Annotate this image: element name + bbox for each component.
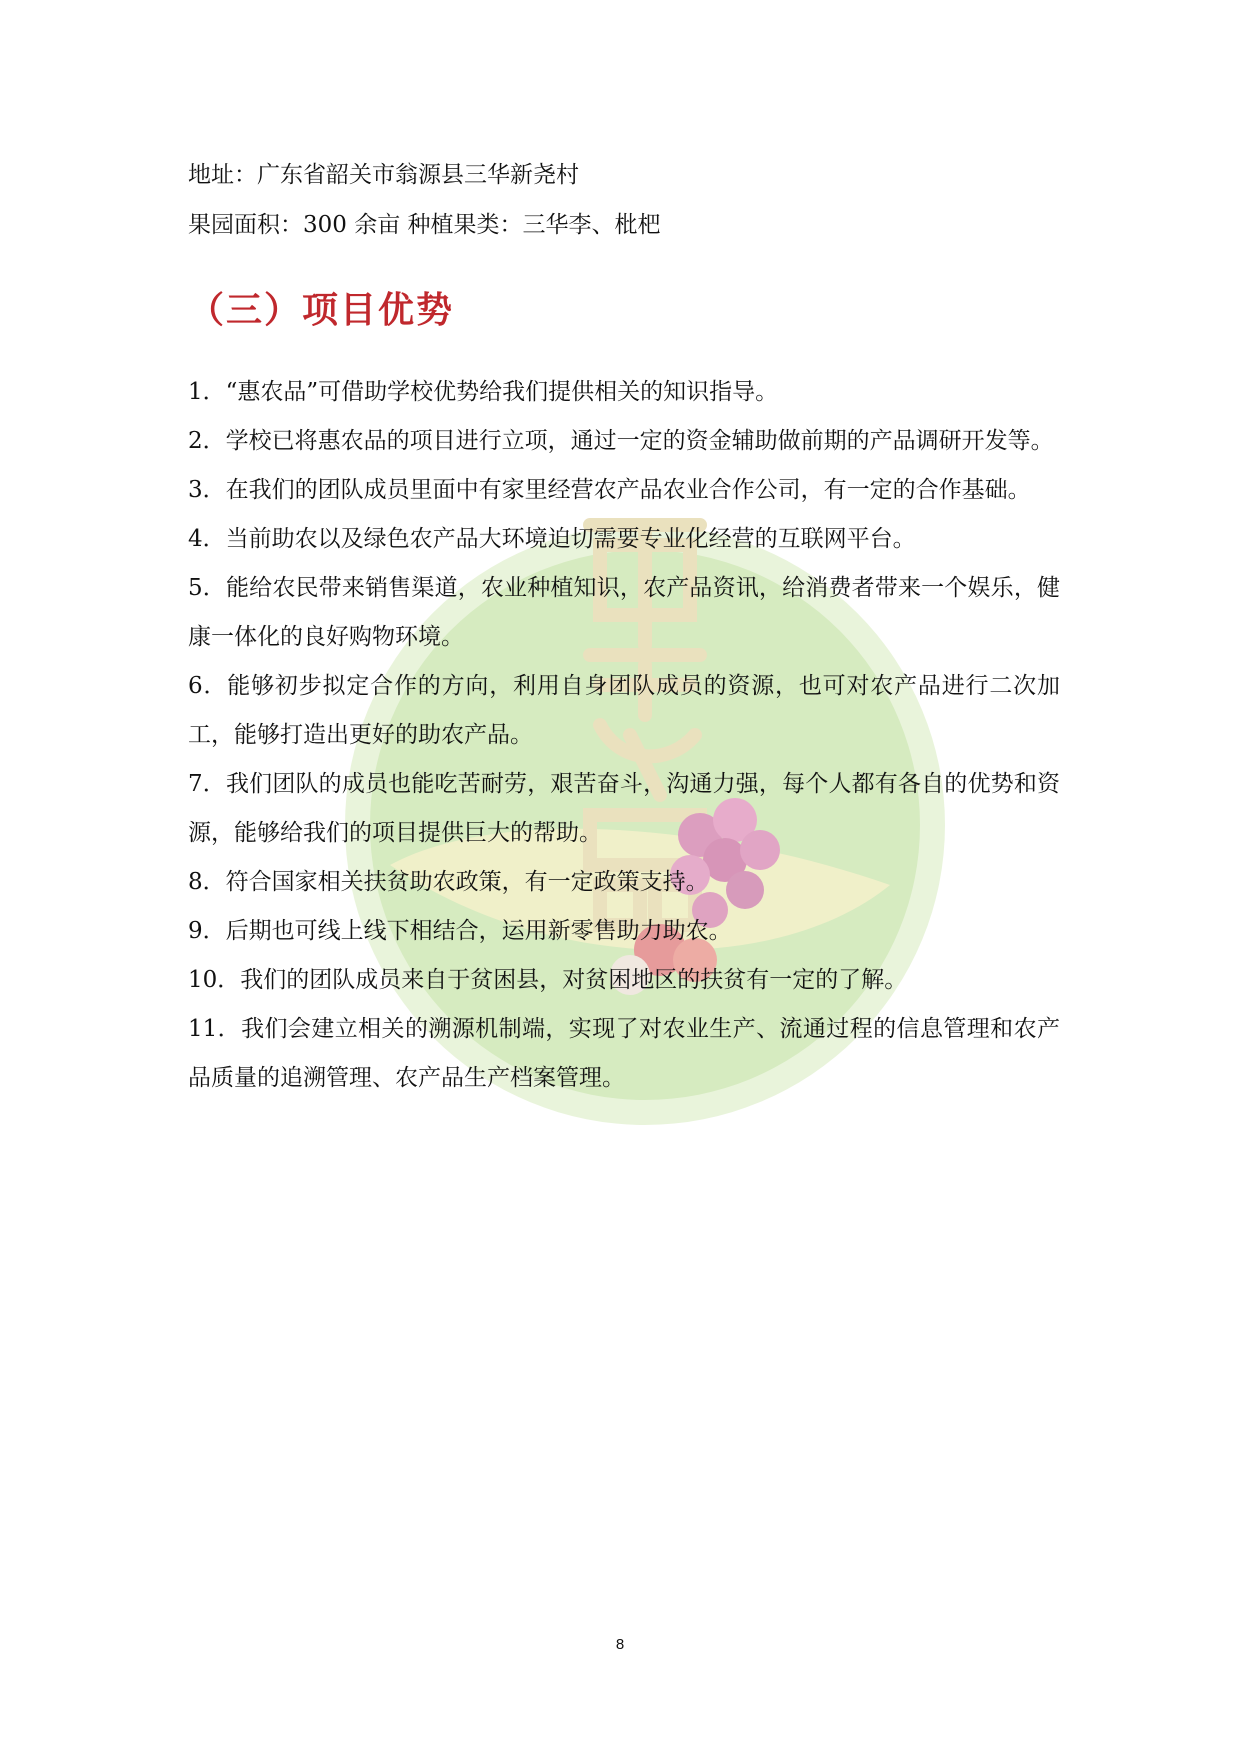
list-item: 3．在我们的团队成员里面中有家里经营农产品农业合作公司，有一定的合作基础。 (188, 477, 1031, 503)
list-item: 2．学校已将惠农品的项目进行立项，通过一定的资金辅助做前期的产品调研开发等。 (188, 428, 1054, 454)
advantages-list (188, 368, 1060, 1103)
list-item: 8．符合国家相关扶贫助农政策，有一定政策支持。 (188, 869, 709, 895)
list-item: 6．能够初步拟定合作的方向，利用自身团队成员的资源，也可对农产品进行二次加工，能够打造出更好的助农产品。 (188, 673, 1060, 748)
list-item: 1．“惠农品”可借助学校优势给我们提供相关的知识指导。 (188, 379, 779, 405)
list-item: 4．当前助农以及绿色农产品大环境迫切需要专业化经营的互联网平台。 (188, 526, 916, 552)
list-item: 11．我们会建立相关的溯源机制端，实现了对农业生产、流通过程的信息管理和农产品质量的追溯管理、农产品生产档案管理。 (188, 1016, 1060, 1091)
list-item: 7．我们团队的成员也能吃苦耐劳，艰苦奋斗，沟通力强，每个人都有各自的优势和资源，能够给我们的项目提供巨大的帮助。 (188, 771, 1060, 846)
list-item: 10．我们的团队成员来自于贫困县，对贫困地区的扶贫有一定的了解。 (188, 967, 908, 993)
address-line: 地址：广东省韶关市翁源县三华新尧村 (188, 162, 579, 188)
page-content (188, 150, 1060, 1103)
list-item: 9．后期也可线上线下相结合，运用新零售助力助农。 (188, 918, 732, 944)
list-item: 5．能给农民带来销售渠道，农业种植知识，农产品资讯，给消费者带来一个娱乐，健康一体化的良好购物环境。 (188, 575, 1060, 650)
page-number: 8 (615, 1636, 625, 1653)
section-heading: （三）项目优势 (188, 290, 455, 331)
orchard-info-line: 果园面积：300 余亩 种植果类：三华李、枇杷 (188, 212, 661, 238)
